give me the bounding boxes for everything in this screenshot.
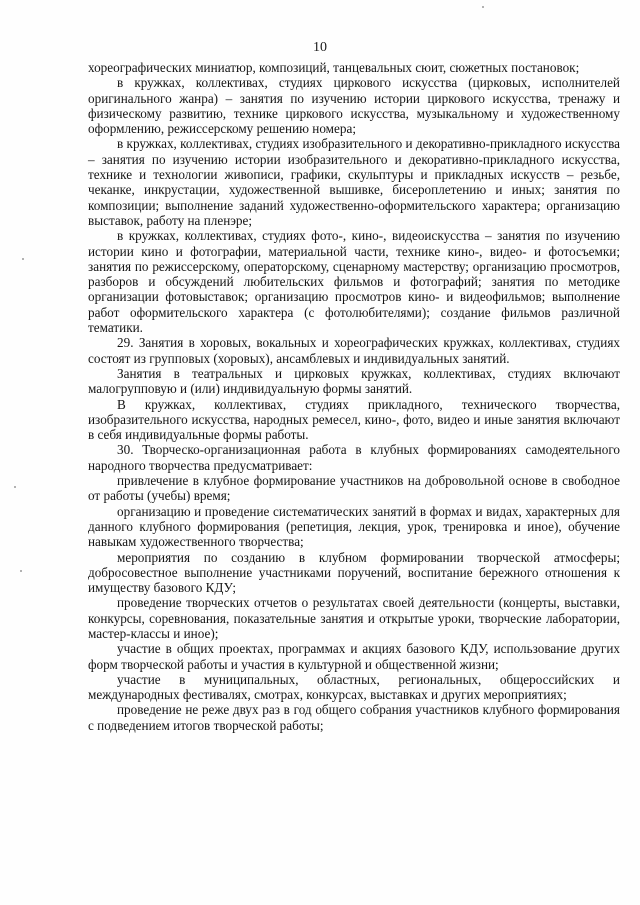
paragraph: Занятия в театральных и цирковых кружках, коллективах, студиях включают малогрупповую и (или) индивидуальную формы занятий. bbox=[88, 365, 620, 397]
paragraph: В кружках, коллективах, студиях прикладного, технического творчества, изобразительного искусства, народных ремесел, кино-, фото, видео и иные занятия включают в себя индивидуальные формы работы. bbox=[88, 396, 620, 443]
paragraph: организацию и проведение систематических занятий в формах и видах, характерных для данного клубного формирования (репетиция, лекция, урок, тренировка и иное), обучение навыкам художественного творчества; bbox=[88, 503, 620, 550]
paragraph: проведение не реже двух раз в год общего собрания участников клубного формирования с подведением итогов творческой работы; bbox=[88, 702, 620, 733]
paragraph: в кружках, коллективах, студиях изобразительного и декоративно-прикладного искусства – занятия по изучению истории изобразительного и декоративно-прикладного искусства, технике и технологии живописи, графики, скульптуры и прикладных искусств – резьбе, чеканке, инкрустации, художественной вышивке, бисероплетению и иных; занятия по композиции; выполнение заданий художественно-оформительского характера; организацию выставок, работу на пленэре; bbox=[88, 136, 620, 228]
paragraph: 29. Занятия в хоровых, вокальных и хореографических кружках, коллективах, студиях состоят из групповых (хоровых), ансамблевых и индивидуальных занятий. bbox=[88, 335, 620, 366]
paragraph: в кружках, коллективах, студиях циркового искусства (цирковых, исполнителей оригинального жанра) – занятия по изучению истории циркового искусства, тренажу и физическому развитию, технике циркового искусства, музыкальному и художественному оформлению, режиссерскому решению номера; bbox=[88, 75, 620, 137]
scan-speck bbox=[482, 6, 484, 8]
paragraph: участие в муниципальных, областных, региональных, общероссийских и международных фестивалях, смотрах, конкурсах, выставках и других мероприятиях; bbox=[88, 671, 620, 703]
document-body bbox=[88, 60, 620, 733]
paragraph: мероприятия по созданию в клубном формировании творческой атмосферы; добросовестное выполнение участниками поручений, воспитание бережного отношения к имуществу базового КДУ; bbox=[88, 549, 620, 596]
scan-speck bbox=[22, 258, 24, 260]
paragraph: привлечение в клубное формирование участников на добровольной основе в свободное от работы (учебы) время; bbox=[88, 473, 620, 504]
paragraph: проведение творческих отчетов о результатах своей деятельности (концерты, выставки, конкурсы, соревнования, показательные занятия и открытые уроки, творческие лаборатории, мастер-классы и иное); bbox=[88, 595, 620, 641]
scan-speck bbox=[14, 486, 16, 488]
paragraph: участие в общих проектах, программах и акциях базового КДУ, использование других форм творческой работы и участия в культурной и общественной жизни; bbox=[88, 641, 620, 672]
paragraph: в кружках, коллективах, студиях фото-, кино-, видеоискусства – занятия по изучению истории кино и фотографии, материальной части, технике кино-, видео- и фотосъемки; занятия по режиссерскому, операторскому, сценарному мастерству; организацию просмотров, разборов и обсуждений любительских фильмов и фотографий; занятия по методике организации фотовыставок; организацию просмотров кино- и видеофильмов; выполнение работ оформительского характера (с фотолюбителями); создание фильмов различной тематики. bbox=[88, 228, 620, 336]
scan-speck bbox=[20, 570, 22, 572]
paragraph: хореографических миниатюр, композиций, танцевальных сюит, сюжетных постановок; bbox=[88, 60, 580, 75]
page-number: 10 bbox=[313, 40, 327, 55]
paragraph: 30. Творческо-организационная работа в клубных формированиях самодеятельного народного творчества предусматривает: bbox=[88, 442, 620, 473]
